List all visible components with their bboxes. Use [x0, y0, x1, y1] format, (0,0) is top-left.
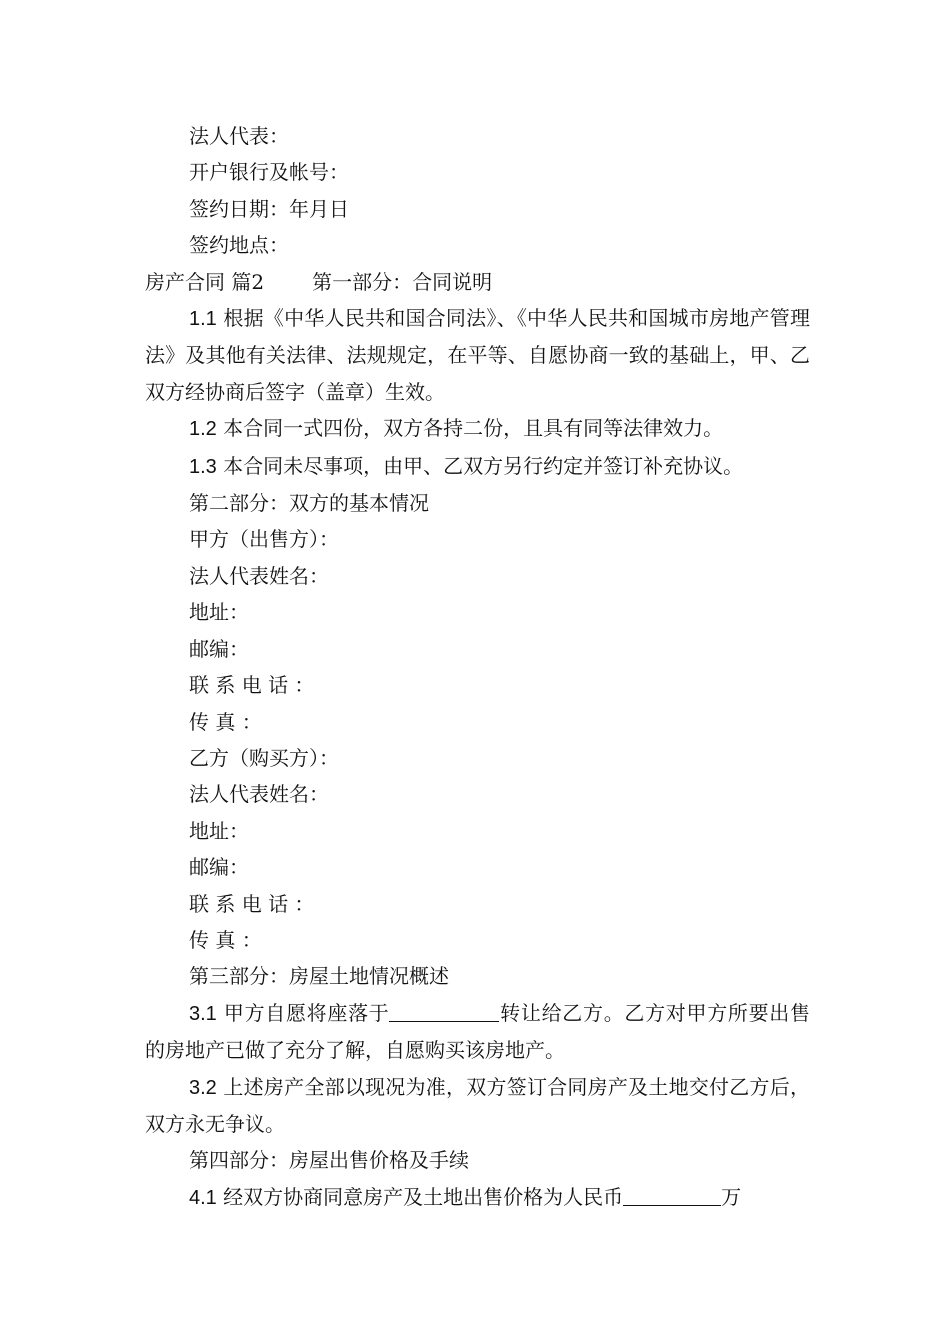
clause-3-2	[145, 1069, 810, 1143]
part-4-title: 第四部分：房屋出售价格及手续	[189, 1148, 469, 1173]
clause-number: 1.3	[189, 455, 217, 478]
clause-text-before: 甲方自愿将座落于	[223, 1000, 390, 1025]
clause-number: 3.2	[189, 1076, 217, 1099]
clause-text-after: 转让给乙方。乙方对甲方所要出售的房地产已做了充分了解，自愿购买该房地产。	[145, 1000, 811, 1063]
party-b-rep-name: 法人代表姓名：	[189, 782, 329, 807]
price-blank	[623, 1183, 721, 1206]
party-b-phone: 联 系 电 话 ：	[189, 891, 315, 916]
party-a-title: 甲方（出售方）：	[189, 527, 339, 552]
bank-account-line: 开户银行及帐号：	[189, 160, 349, 185]
sign-place-line: 签约地点：	[189, 233, 289, 258]
location-blank	[389, 999, 499, 1022]
clause-text: 上述房产全部以现况为准，双方签订合同房产及土地交付乙方后，双方永无争议。	[145, 1074, 810, 1136]
clause-3-1	[145, 995, 810, 1069]
clause-text: 本合同一式四份，双方各持二份，且具有同等法律效力。	[223, 416, 724, 441]
clause-text: 本合同未尽事项，由甲、乙双方另行约定并签订补充协议。	[223, 453, 744, 478]
document-body	[145, 118, 810, 1216]
clause-text-before: 经双方协商同意房产及土地出售价格为人民币	[223, 1184, 624, 1209]
party-b-title: 乙方（购买方）：	[189, 745, 339, 770]
party-b-postcode: 邮编：	[189, 855, 249, 880]
party-b-address: 地址：	[189, 818, 249, 843]
contract-2-heading	[145, 264, 810, 300]
part-2-title: 第二部分：双方的基本情况	[189, 491, 429, 516]
clause-1-2	[145, 410, 810, 447]
clause-number: 1.1	[189, 308, 217, 331]
clause-number: 3.1	[189, 1002, 217, 1025]
part-3-title: 第三部分：房屋土地情况概述	[189, 964, 449, 989]
clause-4-1	[145, 1179, 810, 1216]
party-b-fax: 传 真 ：	[189, 927, 262, 952]
party-a-address: 地址：	[189, 600, 249, 625]
clause-1-1	[145, 300, 810, 410]
clause-1-3	[145, 448, 810, 485]
part-1-title: 第一部分：合同说明	[312, 269, 493, 294]
clause-number: 4.1	[189, 1186, 217, 1209]
contract-2-title: 房产合同 篇2	[145, 269, 265, 294]
party-a-phone: 联 系 电 话 ：	[189, 673, 315, 698]
clause-text-after: 万	[721, 1184, 742, 1209]
clause-number: 1.2	[189, 418, 217, 441]
party-a-postcode: 邮编：	[189, 636, 249, 661]
party-a-fax: 传 真 ：	[189, 709, 262, 734]
party-a-rep-name: 法人代表姓名：	[189, 563, 329, 588]
clause-text: 根据《中华人民共和国合同法》、《中华人民共和国城市房地产管理法》及其他有关法律、法规规定，在平等、自愿协商一致的基础上，甲、乙双方经协商后签字（盖章）生效。	[145, 306, 811, 404]
legal-rep-line: 法人代表：	[189, 124, 289, 148]
sign-date-line: 签约日期：年月日	[189, 196, 349, 221]
